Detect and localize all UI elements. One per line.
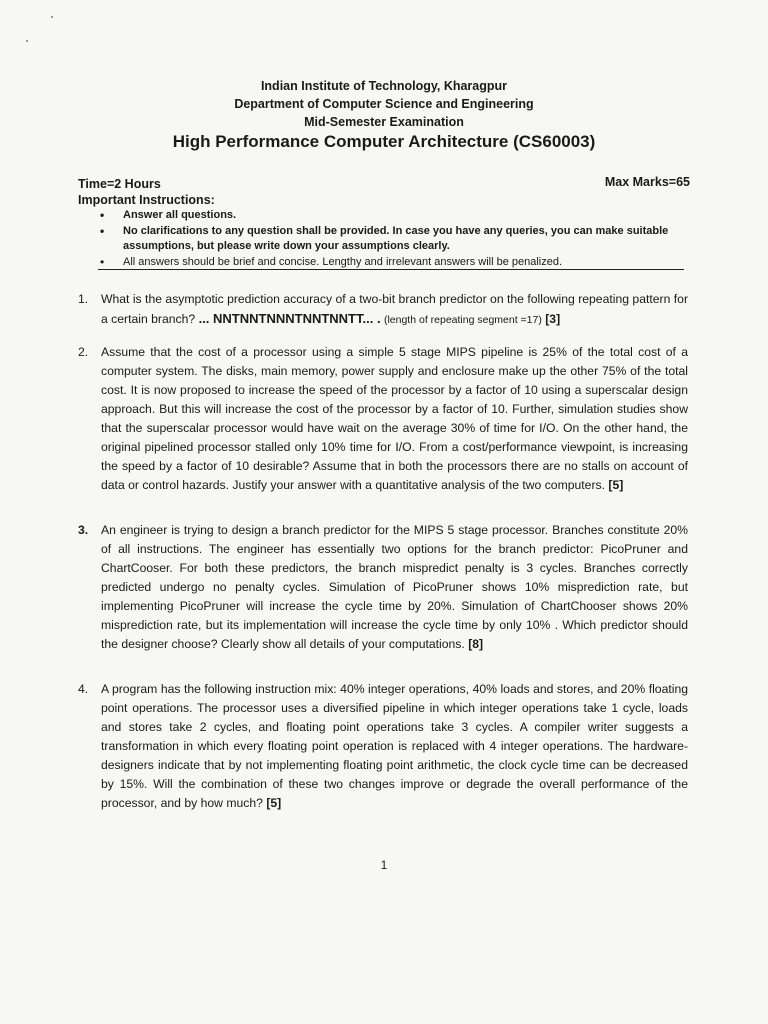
scan-speck bbox=[26, 40, 28, 42]
instruction-item: • No clarifications to any question shall be provided. In case you have any queries, you can make suitable assumptions, but please write down your assumptions clearly. bbox=[100, 224, 690, 254]
question-3 bbox=[78, 521, 688, 654]
question-4 bbox=[78, 680, 688, 813]
exam-time: Time=2 Hours bbox=[78, 177, 161, 191]
institute-name: Indian Institute of Technology, Kharagpur bbox=[260, 79, 508, 93]
question-number: 1. bbox=[78, 292, 89, 306]
branch-pattern: ... NNTNNTNNNTNNTNNTT... . bbox=[198, 311, 381, 326]
question-marks: [8] bbox=[468, 637, 484, 651]
divider-rule bbox=[98, 269, 684, 270]
question-text: Assume that the cost of a processor using a simple 5 stage MIPS pipeline is 25% of the total cost of a computer system. The disks, main memory, power supply and enclosure make up the other 75% of the total cost. It is now proposed to increase the speed of the processor by a factor of 10 using a superscalar design approach. But this will increase the cost of the processor by a factor of 10. Further, simulation studies show that the superscalar processor would have wait on the average 30% of time for I/O. On the other hand, the original pipelined processor stalled only 10% time for I/O. From a cost/performance viewpoint, is increasing the speed by a factor of 10 desirable? Assume that in both the processors there are no stalls on account of data or control hazards. Justify your answer with a quantitative analysis of the two computers. bbox=[101, 345, 688, 492]
page-number: 1 bbox=[380, 858, 388, 872]
department-name: Department of Computer Science and Engineering bbox=[234, 97, 534, 111]
instruction-item: • All answers should be brief and concise. Lengthy and irrelevant answers will be penalized. bbox=[100, 255, 690, 270]
instructions-title: Important Instructions: bbox=[78, 193, 215, 207]
question-text: A program has the following instruction mix: 40% integer operations, 40% loads and stores, and 20% floating point operations. The processor uses a diversified pipeline in which integer operations take 1 cycle, loads and stores take 2 cycles, and floating point operations take 3 cycles. A compiler writer suggests a transformation in which every floating point operation is replaced with 4 integer operations. The hardware-designers indicate that by not implementing floating point arithmetic, the clock cycle time can be decreased by 15%. Will the combination of these two changes improve or degrade the overall performance of the processor, and by how much? bbox=[101, 682, 688, 810]
instructions-list bbox=[100, 208, 690, 271]
question-number: 2. bbox=[78, 345, 89, 359]
question-marks: [5] bbox=[266, 796, 282, 810]
max-marks: Max Marks=65 bbox=[604, 175, 690, 189]
question-marks: [5] bbox=[608, 478, 624, 492]
question-marks: [3] bbox=[545, 312, 561, 326]
question-number: 4. bbox=[78, 682, 89, 696]
pattern-note: (length of repeating segment =17) bbox=[383, 314, 542, 326]
question-text: What is the asymptotic prediction accuracy of a two-bit branch predictor on the following repeating pattern for a certain branch? bbox=[101, 292, 688, 326]
question-2 bbox=[78, 343, 688, 495]
course-title: High Performance Computer Architecture (CS60003) bbox=[172, 132, 596, 151]
instruction-item: • Answer all questions. bbox=[100, 208, 690, 223]
question-number: 3. bbox=[78, 523, 89, 537]
question-1 bbox=[78, 290, 688, 330]
question-text: An engineer is trying to design a branch predictor for the MIPS 5 stage processor. Branches constitute 20% of all instructions. The engineer has essentially two options for the branch predictor: PicoPruner and ChartCooser. For both these predictors, the branch mispredict penalty is 3 cycles. Branches correctly predicted undergo no penalty cycles. Simulation of PicoPruner shows 10% misprediction rate, but implementing PicoPruner will increase the cycle time by 20%. Simulation of ChartChooser shows 20% misprediction rate, but its implementation will increase the cycle time by only 10% . Which predictor should the designer choose? Clearly show all details of your computations. bbox=[101, 523, 688, 651]
exam-name: Mid-Semester Examination bbox=[304, 115, 464, 129]
scan-speck bbox=[51, 16, 53, 18]
